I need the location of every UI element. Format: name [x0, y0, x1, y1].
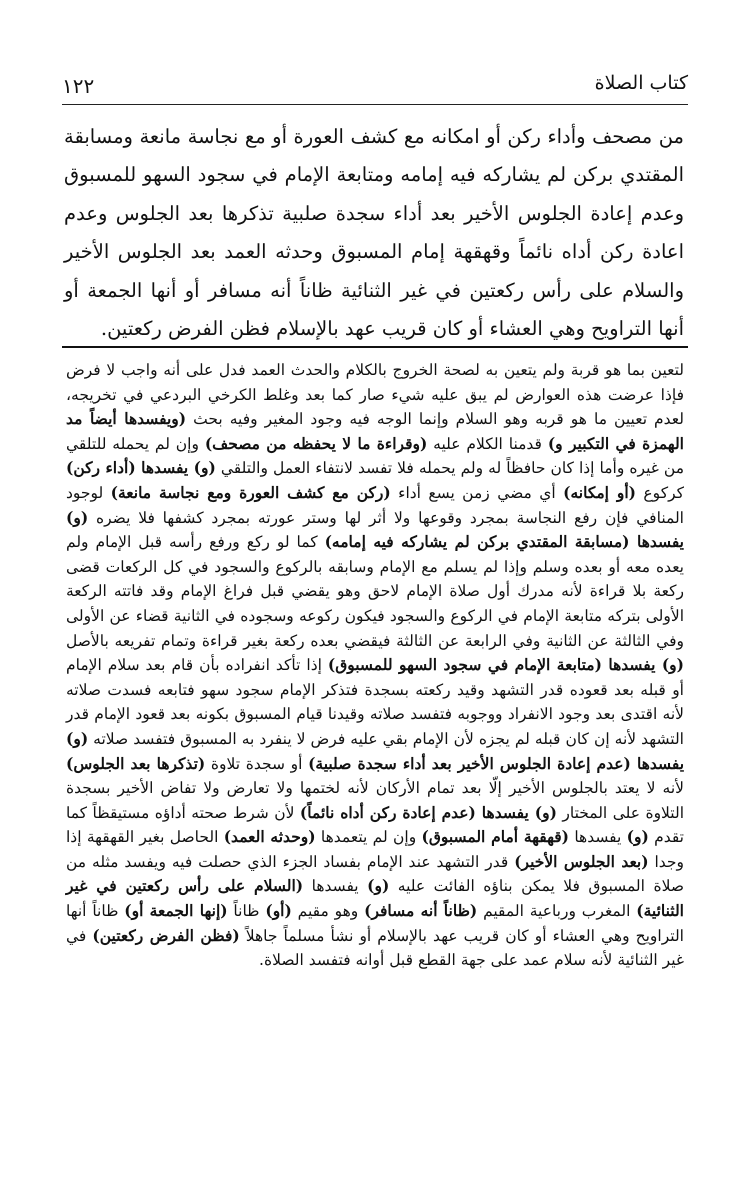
commentary-segment: وإن لم يتعمدها: [315, 828, 422, 847]
quoted-matn-segment: (وحدثه العمد): [223, 827, 316, 847]
commentary-segment: إذا تأكد انفراده بأن قام بعد سلام الإمام أو قبله بعد قعوده قدر التشهد وقيد ركعته بسجدة فتذكر الإمام سجود سهو فتابعه فسدت صلاته لأنه اقتدى بعد وجود الانفراد ووجوبه فتفسد صلاته وقيدنا قيام المسبوق بكونه بعد قعود الإمام قدر التشهد لأنه إن كان قبله لم يجزه لأن الإمام بقي عليه فرض لا ينفرد به المسبوق فتفسد صلاته: [66, 656, 684, 748]
quoted-matn-segment: (و): [626, 827, 649, 847]
commentary-segment: قدمنا الكلام عليه: [427, 434, 548, 453]
commentary-segment: يفسدها: [303, 877, 368, 896]
quoted-matn-segment: (السلام على رأس ركعتين في غير الثنائية): [66, 876, 684, 921]
commentary-segment: لوجود المنافي فإن رفع النجاسة بمجرد وقوعها ولا أثر لها وستر عورته بمجرد كشفها فلا يضره: [66, 483, 684, 527]
commentary-segment: وهو مقيم: [291, 902, 365, 921]
quoted-matn-segment: (بعد الجلوس الأخير): [514, 851, 649, 871]
commentary-segment: لأنه لا يعتد بالجلوس الأخير إلّا بعد تمام الأركان لأنه لختمها ولا تعارض ولا تفاض الأخير بسجدة التلاوة على المختار: [66, 779, 685, 822]
quoted-matn-segment: (و) يفسدها (متابعة الإمام في سجود السهو للمسبوق): [327, 655, 684, 675]
commentary-segment: في غير الثنائية لأنه سلام عمد على جهة القطع قبل أوانه فتفسد الصلاة.: [66, 926, 684, 970]
main-text: [64, 118, 684, 348]
commentary-segment: ظاناً أنها التراويح وهي العشاء أو كان قريب عهد بالإسلام أو نشأ مسلماً جاهلاً: [66, 902, 684, 945]
commentary-segment: لتعين بما هو قربة ولم يتعين به لصحة الخروج بالكلام والحدث العمد فدل على أنه واجب لا فرض فإذا عرضت هذه العوارض لم يبق عليه شيء صار كما بعد وغلط الكرخي البردعي في تخريجه، لعدم تعيين ما هو قربه وهو السلام وإنما الوجه فيه وجود المغير وفيه بحث: [66, 361, 684, 429]
quoted-matn-segment: (إنها الجمعة أو): [124, 901, 228, 921]
page-number: ١٢٢: [62, 74, 95, 98]
commentary-segment: وإن لم يحمله للتلقي من غيره وأما إذا كان حافظاً له ولم يحمله فلا تفسد لانتفاء العمل والتلقي: [66, 434, 684, 478]
commentary-segment: قدر التشهد عند الإمام بفساد الجزء الذي حصلت فيه ويفسد مثله من صلاة المسبوق فلا يمكن بناؤه الفائت عليه: [66, 852, 684, 896]
main-text-paragraph: من مصحف وأداء ركن أو امكانه مع كشف العورة أو مع نجاسة مانعة ومسابقة المقتدي بركن لم يشاركه فيه إمامه ومتابعة الإمام في سجود السهو للمسبوق وعدم إعادة الجلوس الأخير بعد أداء سجدة صلبية تذكرها بعد الجلوس وعدم اعادة ركن أداه نائماً وقهقهة إمام المسبوق وحدثه العمد بعد الجلوس الأخير والسلام على رأس ركعتين في غير الثنائية ظاناً أنه مسافر أو أنها الجمعة أو أنها التراويح وهي العشاء أو كان قريب عهد بالإسلام فظن الفرض ركعتين.: [64, 125, 684, 341]
quoted-matn-segment: (ويفسدها أيضاً مد الهمزة في التكبير و): [66, 409, 684, 453]
commentary-segment: كركوع: [636, 483, 685, 502]
commentary-segment: الحاصل بغير القهقهة إذا وجدا: [66, 828, 684, 871]
running-title: كتاب الصلاة: [594, 72, 688, 94]
commentary-segment: يفسدها: [569, 828, 627, 847]
quoted-matn-segment: (أو إمكانه): [563, 482, 637, 502]
commentary-segment: أي مضي زمن يسع أداء: [390, 483, 564, 502]
commentary-paragraph: [66, 358, 684, 973]
header-rule: [62, 104, 688, 105]
quoted-matn-segment: (ركن مع كشف العورة ومع نجاسة مانعة): [110, 482, 391, 502]
commentary-segment: المغرب ورباعية المقيم: [477, 902, 637, 921]
commentary-segment: لأن شرط صحته أداؤه مستيقظاً كما تقدم: [66, 803, 684, 847]
section-divider: [62, 346, 688, 348]
quoted-matn-segment: (و) يفسدها (أداء ركن): [66, 458, 216, 478]
quoted-matn-segment: (و) يفسدها (مسابقة المقتدي بركن لم يشاركه فيه إمامه): [66, 507, 684, 552]
page-header: [62, 72, 688, 106]
commentary-segment: ظاناً: [227, 902, 266, 921]
quoted-matn-segment: (قهقهة أمام المسبوق): [421, 827, 570, 847]
quoted-matn-segment: (وقراءة ما لا يحفظه من مصحف): [204, 433, 428, 453]
quoted-matn-segment: (و): [367, 876, 390, 896]
quoted-matn-segment: (أو): [265, 901, 292, 921]
commentary-text: [66, 358, 684, 973]
commentary-segment: أو سجدة تلاوة: [205, 754, 309, 773]
commentary-segment: كما لو ركع ورفع رأسه قبل الإمام ولم يعده معه أو بعده وسلم وإذا لم يسلم مع الإمام وسابقه بالركوع والسجود في كل الركعات قضى ركعة بلا قراءة لأنه مدرك أول صلاة الإمام لاحق وهو يقضي قبل فراغ الإمام وقد فاتته الركعة الأولى بتركه متابعة الإمام في الركوع والسجود فيكون ركوعه وسجوده في الثانية قضاء عن الأولى وفي الثالثة عن الثانية وفي الرابعة عن الثالثة فيقضي بعده ركعة بغير قراءة وتمام تفريعه بالأصل: [66, 533, 684, 650]
quoted-matn-segment: (فظن الفرض ركعتين): [92, 925, 240, 945]
quoted-matn-segment: (ظاناً أنه مسافر): [364, 901, 478, 921]
quoted-matn-segment: (و) يفسدها (عدم إعادة الجلوس الأخير بعد أداء سجدة صلبية): [66, 728, 685, 773]
quoted-matn-segment: (تذكرها بعد الجلوس): [66, 753, 206, 773]
quoted-matn-segment: (و) يفسدها (عدم إعادة ركن أداه نائماً): [299, 802, 557, 822]
